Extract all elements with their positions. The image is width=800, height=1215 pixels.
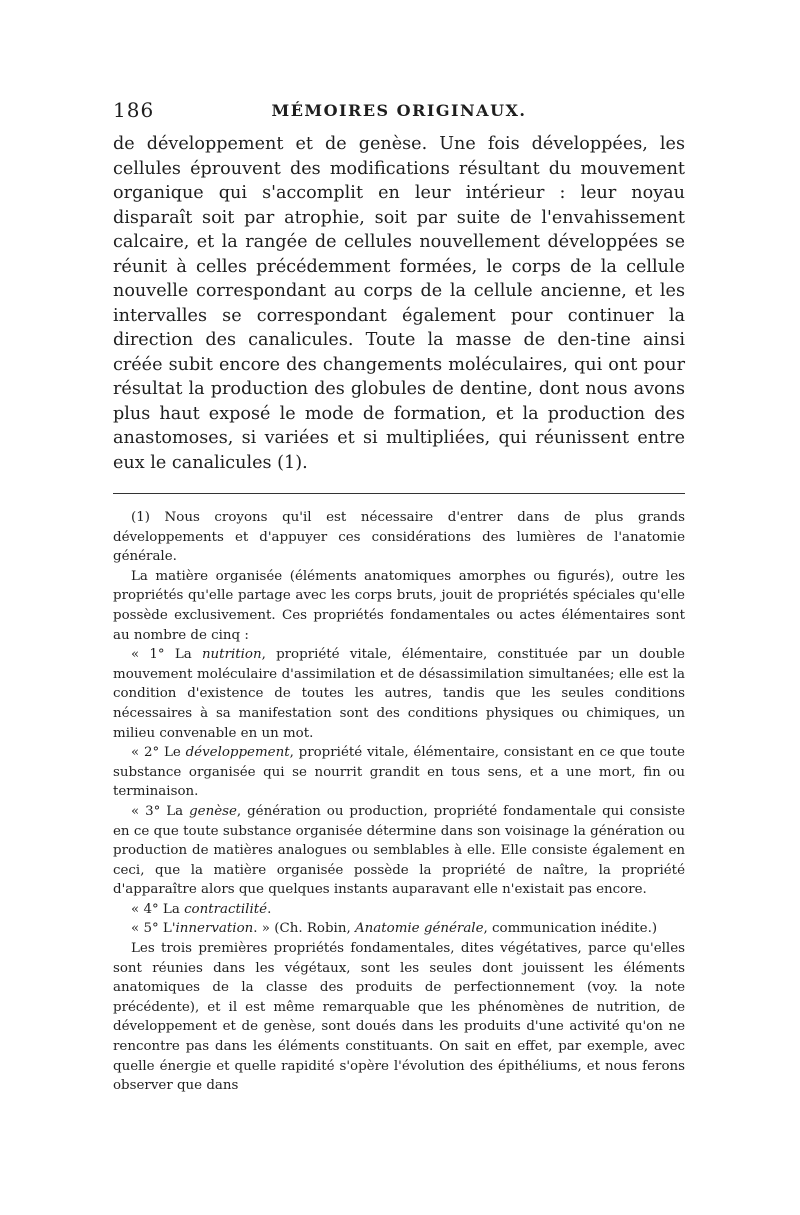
running-title: MÉMOIRES ORIGINAUX. <box>271 101 527 120</box>
item-citation: . » (Ch. Robin, <box>253 921 355 937</box>
footnote-1-text: Nous croyons qu'il est nécessaire d'entrer dans de plus grands développements et d'appuyer ces considérations des lumières de l'anatomie générale. <box>113 510 685 565</box>
item-term: nutrition <box>201 647 262 663</box>
item-lead: « 5° L' <box>131 921 176 937</box>
footnote-marker: (1) <box>131 510 150 525</box>
item-term: innervation <box>175 921 254 937</box>
cited-work: Anatomie générale <box>354 921 484 937</box>
item-text: , génération ou production, propriété fondamentale qui consiste en ce que toute substance organisée détermine dans son voisinage la génération ou production de matières analogues ou semblables à elle. Elle consiste également en ceci, que la matière organisée possède la propriété de naître, la propriété d'apparaître alors que quelques instants auparavant elle n'existait pas encore. <box>113 803 685 898</box>
item-term: développement <box>185 745 290 761</box>
footnote-item-genese <box>113 802 685 900</box>
document-page <box>113 98 685 1096</box>
item-term: genèse <box>189 803 237 819</box>
page-number: 186 <box>113 98 155 122</box>
footnote-item-innervation <box>113 919 685 939</box>
main-paragraph: de développement et de genèse. Une fois développées, les cellules éprouvent des modifications résultant du mouvement organique qui s'accomplit en leur intérieur : leur noyau disparaît soit par atrophie, soit par suite de l'envahissement calcaire, et la rangée de cellules nouvellement développées se réunit à celles précédemment formées, le corps de la cellule nouvelle correspondant au corps de la cellule ancienne, et les intervalles se correspondant également pour continuer la direction des canalicules. Toute la masse de den-tine ainsi créée subit encore des changements moléculaires, qui ont pour résultat la production des globules de dentine, dont nous avons plus haut exposé le mode de formation, et la production des anastomoses, si variées et si multipliées, qui réunissent entre eux le canalicules (1). <box>113 134 685 473</box>
page-header <box>113 98 685 128</box>
footnote-paragraph-vegetative: Les trois premières propriétés fondamentales, dites végétatives, parce qu'elles sont réunies dans les végétaux, sont les seules dont jouissent les éléments anatomiques de la classe des produits de perfectionnement (voy. la note précédente), et il est même remarquable que les phénomènes de nutrition, de développement et de genèse, sont doués dans les produits d'une activité qu'on ne rencontre pas dans les éléments constituants. On sait en effet, par exemple, avec quelle énergie et quelle rapidité s'opère l'évolution des épithéliums, et nous ferons observer que dans <box>113 941 685 1094</box>
item-text: , communication inédite.) <box>483 921 658 937</box>
item-text: , propriété vitale, élémentaire, consistant en ce que toute substance organisée qui se nourrit grandit en tous sens, et a une mort, fin ou terminaison. <box>113 745 685 800</box>
footnote-separator <box>113 493 685 494</box>
item-text: . <box>267 901 272 917</box>
footnote-paragraph-properties: La matière organisée (éléments anatomiques amorphes ou figurés), outre les propriétés qu'elle partage avec les corps bruts, jouit de propriétés spéciales qu'elle possède exclusivement. Ces propriétés fondamentales ou actes élémentaires sont au nombre de cinq : <box>113 568 685 643</box>
item-lead: « 1° La <box>131 647 202 663</box>
footnote-item-developpement <box>113 743 685 802</box>
footnote-item-nutrition <box>113 645 685 743</box>
item-lead: « 4° La <box>131 901 185 917</box>
footnote-block <box>113 508 685 1096</box>
item-lead: « 3° La <box>131 803 190 819</box>
footnote-1 <box>113 508 685 567</box>
footnote-item-contractilite <box>113 900 685 920</box>
item-lead: « 2° Le <box>131 745 186 761</box>
item-term: contractilité <box>184 901 268 917</box>
item-text: , propriété vitale, élémentaire, constituée par un double mouvement moléculaire d'assimilation et de désassimilation simultanées; elle est la condition d'existence de toutes les autres, tandis que les seules conditions nécessaires à sa manifestation sont des conditions physiques ou chimiques, un milieu convenable en un mot. <box>113 647 685 741</box>
